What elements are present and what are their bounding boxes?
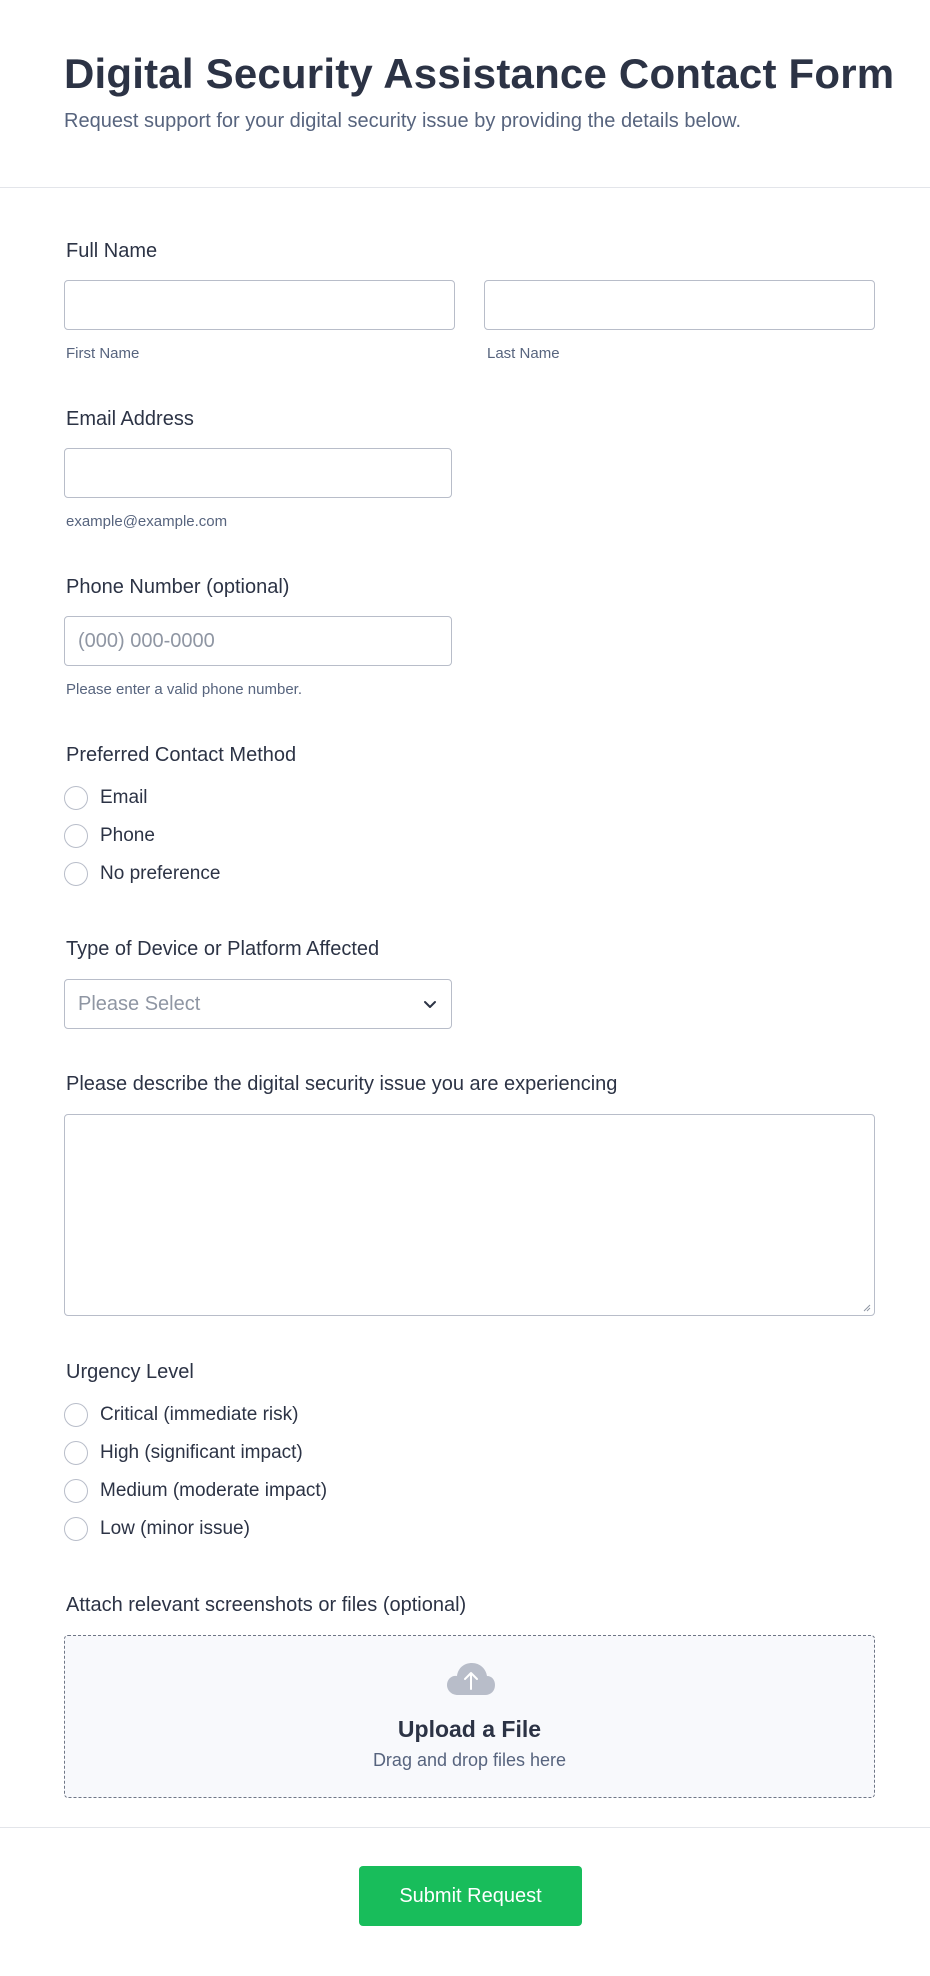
submit-button[interactable]: Submit Request	[359, 1866, 582, 1926]
contact-option-phone[interactable]	[64, 822, 155, 850]
radio-button[interactable]	[64, 824, 88, 848]
cloud-upload-icon	[446, 1661, 496, 1697]
description-textarea[interactable]	[64, 1114, 875, 1316]
urgency-option-low[interactable]	[64, 1515, 250, 1543]
radio-label: Phone	[100, 825, 155, 846]
radio-label: Medium (moderate impact)	[100, 1480, 328, 1501]
first-name-sublabel: First Name	[66, 345, 140, 362]
email-input[interactable]	[64, 448, 452, 498]
email-sublabel: example@example.com	[66, 513, 228, 530]
first-name-input[interactable]	[64, 280, 455, 330]
urgency-label: Urgency Level	[66, 1361, 194, 1383]
contact-method-label: Preferred Contact Method	[66, 744, 297, 766]
radio-label: Email	[100, 787, 148, 808]
attachments-label: Attach relevant screenshots or files (optional)	[66, 1594, 467, 1616]
radio-label: High (significant impact)	[100, 1442, 303, 1463]
urgency-option-critical[interactable]	[64, 1401, 298, 1429]
upload-subtitle: Drag and drop files here	[372, 1750, 567, 1770]
device-label: Type of Device or Platform Affected	[66, 938, 380, 960]
radio-button[interactable]	[64, 1517, 88, 1541]
footer-divider	[0, 1827, 930, 1828]
description-label: Please describe the digital security issue you are experiencing	[66, 1073, 618, 1095]
last-name-input[interactable]	[484, 280, 875, 330]
radio-button[interactable]	[64, 1479, 88, 1503]
device-select-value: Please Select	[78, 993, 201, 1015]
phone-input[interactable]	[64, 616, 452, 666]
radio-label: Low (minor issue)	[100, 1518, 250, 1539]
resize-handle-icon[interactable]	[861, 1302, 871, 1312]
upload-title: Upload a File	[397, 1716, 542, 1742]
page-title: Digital Security Assistance Contact Form	[64, 50, 895, 97]
urgency-option-medium[interactable]	[64, 1477, 327, 1505]
device-select[interactable]	[64, 979, 452, 1029]
last-name-sublabel: Last Name	[487, 345, 560, 362]
form-header	[0, 0, 930, 188]
radio-button[interactable]	[64, 1403, 88, 1427]
radio-label: Critical (immediate risk)	[100, 1404, 299, 1425]
phone-sublabel: Please enter a valid phone number.	[66, 681, 302, 698]
urgency-option-high[interactable]	[64, 1439, 303, 1467]
phone-label: Phone Number (optional)	[66, 576, 290, 598]
chevron-down-icon	[421, 995, 439, 1013]
full-name-label: Full Name	[66, 240, 158, 262]
radio-button[interactable]	[64, 862, 88, 886]
radio-label: No preference	[100, 863, 221, 884]
email-label: Email Address	[66, 408, 194, 430]
radio-button[interactable]	[64, 786, 88, 810]
contact-option-email[interactable]	[64, 784, 148, 812]
contact-option-no-preference[interactable]	[64, 860, 220, 888]
page-subtitle: Request support for your digital security issue by providing the details below.	[64, 110, 742, 132]
radio-button[interactable]	[64, 1441, 88, 1465]
file-upload-dropzone[interactable]	[64, 1635, 875, 1798]
